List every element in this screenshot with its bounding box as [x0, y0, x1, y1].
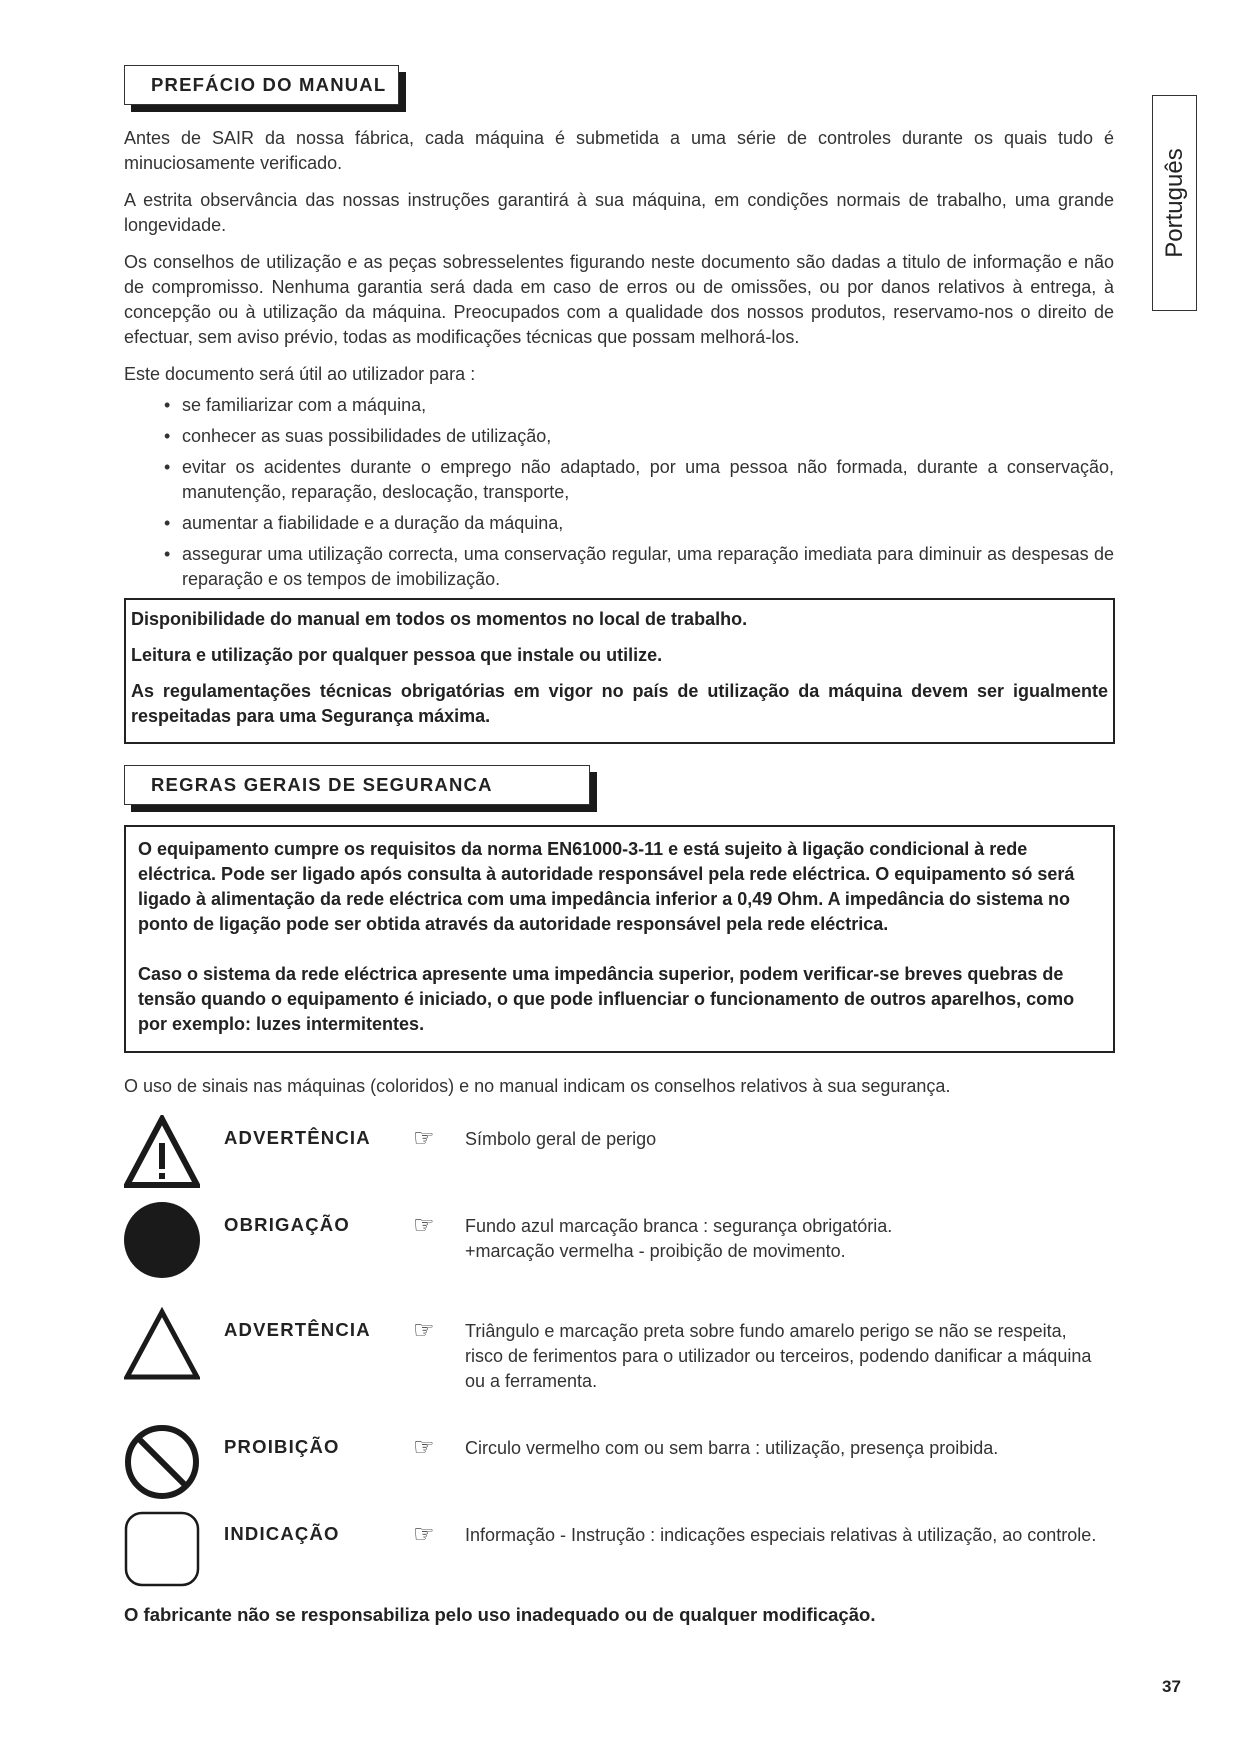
- triangle-icon: [124, 1307, 200, 1383]
- notice-line: Disponibilidade do manual em todos os momentos no local de trabalho.: [131, 609, 748, 629]
- rounded-square-icon: [124, 1511, 200, 1587]
- list-item: • conhecer as suas possibilidades de utilização,: [124, 424, 1114, 449]
- section-header-preface: PREFÁCIO DO MANUAL: [124, 65, 399, 105]
- symbol-label: ADVERTÊNCIA: [224, 1127, 371, 1148]
- pointing-hand-icon: ☞: [413, 1317, 435, 1344]
- list-item: • evitar os acidentes durante o emprego não adaptado, por uma pessoa não formada, durante a conservação, manutenção, reparação, deslocação, transporte,: [124, 455, 1114, 505]
- bullet-list: [124, 393, 1114, 592]
- symbol-row: [124, 1115, 1114, 1202]
- page-number: 37: [1162, 1677, 1181, 1696]
- preface-notice-box: [124, 598, 1115, 744]
- symbol-description: Circulo vermelho com ou sem barra : utilização, presença proibida.: [465, 1438, 999, 1458]
- symbol-description: Fundo azul marcação branca : segurança obrigatória. +marcação vermelha - proibição de movimento.: [465, 1216, 893, 1261]
- symbol-label: INDICAÇÃO: [224, 1523, 340, 1544]
- signs-intro: O uso de sinais nas máquinas (coloridos) e no manual indicam os conselhos relativos à sua segurança.: [124, 1076, 951, 1096]
- warning-exclamation-icon: [124, 1115, 200, 1191]
- list-item: • assegurar uma utilização correcta, uma conservação regular, uma reparação imediata para diminuir as despesas de reparação e os tempos de imobilização.: [124, 542, 1114, 592]
- paragraph: Antes de SAIR da nossa fábrica, cada máquina é submetida a uma série de controles durante os quais tudo é minuciosamente verificado.: [124, 128, 1114, 173]
- symbol-row: [124, 1424, 1114, 1511]
- pointing-hand-icon: ☞: [413, 1212, 435, 1239]
- prohibition-icon: [124, 1424, 200, 1500]
- symbol-label: PROIBIÇÃO: [224, 1436, 340, 1457]
- notice-line: Leitura e utilização por qualquer pessoa que instale ou utilize.: [131, 645, 663, 665]
- symbol-label: OBRIGAÇÃO: [224, 1214, 350, 1235]
- symbol-label: ADVERTÊNCIA: [224, 1319, 371, 1340]
- pointing-hand-icon: ☞: [413, 1125, 435, 1152]
- paragraph: Os conselhos de utilização e as peças sobresselentes figurando neste documento são dadas a titulo de informação e não de compromisso. Nenhuma garantia será dada em caso de erros ou de omissões, ou por danos relativos à entrega, à concepção ou à utilização da máquina. Preocupados com a qualidade dos nossos produtos, reservamo-nos o direito de efectuar, sem aviso prévio, todas as modificações técnicas que possam melhorá-los.: [124, 252, 1114, 347]
- language-tab: [1152, 95, 1197, 311]
- disclaimer: O fabricante não se responsabiliza pelo uso inadequado ou de qualquer modificação.: [124, 1604, 876, 1625]
- filled-circle-icon: [124, 1202, 200, 1278]
- notice-paragraph: O equipamento cumpre os requisitos da norma EN61000-3-11 e está sujeito à ligação condicional à rede eléctrica. Pode ser ligado após consulta à autoridade responsável pela rede eléctrica. O equipamento só será ligado à alimentação da rede eléctrica com uma impedância inferior a 0,49 Ohm. A impedância do sistema no ponto de ligação pode ser obtida através da autoridade responsável pela rede eléctrica.: [138, 839, 1075, 934]
- symbol-description: Informação - Instrução : indicações especiais relativas à utilização, ao controle.: [465, 1525, 1097, 1545]
- paragraph: A estrita observância das nossas instruções garantirá à sua máquina, em condições normais de trabalho, uma grande longevidade.: [124, 190, 1114, 235]
- list-item: • aumentar a fiabilidade e a duração da máquina,: [124, 511, 1114, 536]
- language-tab-label: Português: [1160, 148, 1188, 258]
- content-column: [124, 65, 1115, 1627]
- section-header-safety: REGRAS GERAIS DE SEGURANCA: [124, 765, 590, 805]
- safety-notice-box: [124, 825, 1115, 1053]
- preface-body: [124, 126, 1114, 592]
- notice-paragraph: Caso o sistema da rede eléctrica apresente uma impedância superior, podem verificar-se breves quebras de tensão quando o equipamento é iniciado, o que pode influenciar o funcionamento de outros aparelhos, como por exemplo: luzes intermitentes.: [138, 964, 1075, 1034]
- symbol-row: [124, 1307, 1114, 1424]
- notice-line: As regulamentações técnicas obrigatórias em vigor no país de utilização da máquina devem ser igualmente respeitadas para uma Segurança máxima.: [131, 681, 1108, 726]
- paragraph: Este documento será útil ao utilizador para :: [124, 364, 476, 384]
- pointing-hand-icon: ☞: [413, 1521, 435, 1548]
- symbol-description: Triângulo e marcação preta sobre fundo amarelo perigo se não se respeita, risco de ferimentos para o utilizador ou terceiros, podendo danificar a máquina ou a ferramenta.: [465, 1321, 1092, 1391]
- symbol-row: [124, 1202, 1114, 1307]
- symbol-description: Símbolo geral de perigo: [465, 1129, 657, 1149]
- symbol-row: [124, 1511, 1114, 1599]
- list-item: • se familiarizar com a máquina,: [124, 393, 1114, 418]
- pointing-hand-icon: ☞: [413, 1434, 435, 1461]
